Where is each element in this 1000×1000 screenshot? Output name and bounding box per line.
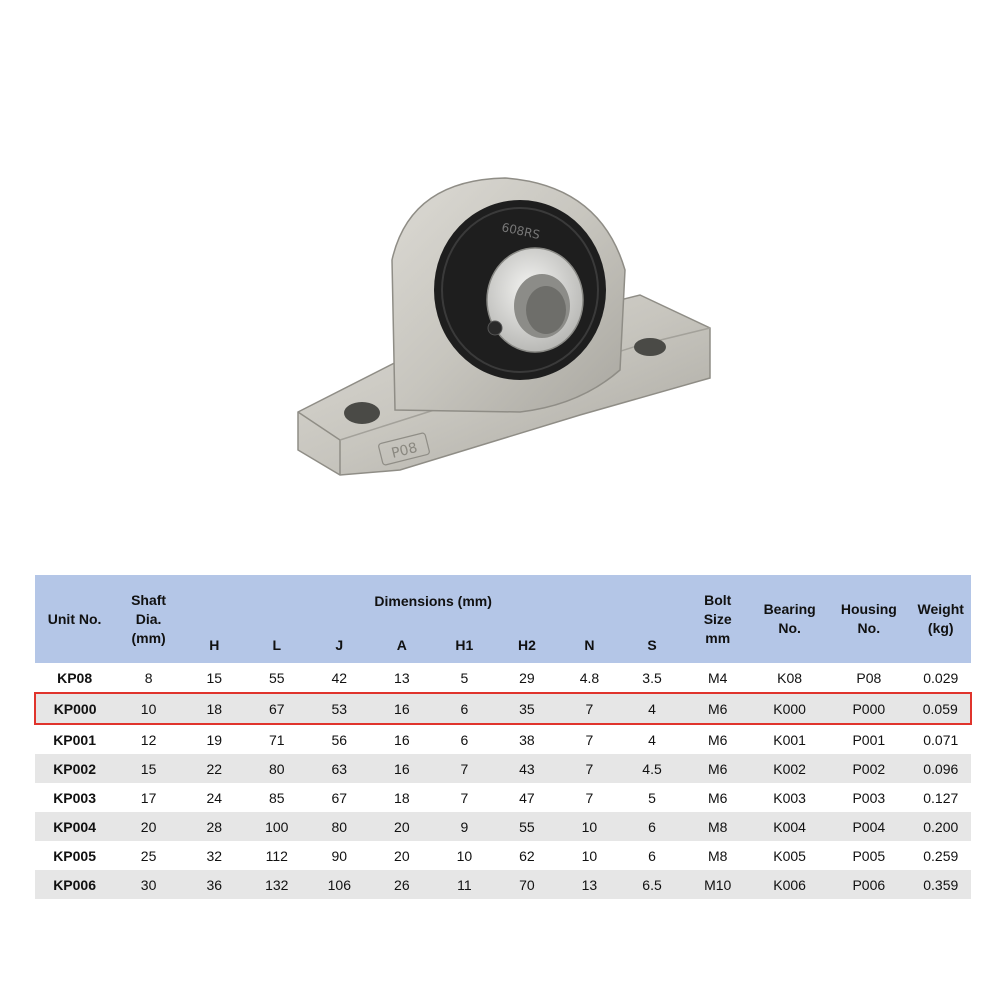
header-bolt-size: Bolt Size mm (683, 575, 752, 663)
header-weight: Weight (kg) (911, 575, 971, 663)
table-cell: 38 (519, 731, 535, 748)
table-cell: KP001 (53, 731, 96, 748)
table-cell: 80 (246, 754, 309, 783)
table-cell: P003 (852, 789, 886, 806)
table-body (35, 663, 971, 899)
table-row-highlighted (35, 693, 971, 724)
table-cell: 7 (585, 731, 594, 748)
table-cell: K003 (773, 789, 806, 806)
table-row (35, 663, 971, 693)
table-cell: K08 (777, 669, 803, 686)
table-row (35, 724, 971, 754)
table-cell: 18 (183, 693, 246, 724)
table-cell: 100 (246, 812, 309, 841)
table-cell: 30 (114, 870, 183, 899)
table-cell: 67 (331, 789, 348, 806)
table-cell: 36 (183, 870, 246, 899)
table-cell: 7 (558, 693, 621, 724)
table-cell: 0.059 (911, 693, 971, 724)
table-cell: KP000 (35, 693, 114, 724)
header-dim-a: A (371, 627, 434, 663)
table-cell: P002 (827, 754, 910, 783)
table-cell: 6 (648, 847, 656, 864)
table-cell: 9 (433, 812, 496, 841)
table-cell: K004 (752, 812, 827, 841)
table-cell: 7 (585, 789, 594, 806)
table-cell: M8 (683, 812, 752, 841)
bearing-seal-mark: 608RS (500, 220, 542, 242)
table-cell: 55 (268, 669, 285, 686)
table-cell: 26 (371, 870, 434, 899)
table-cell: 43 (496, 754, 559, 783)
header-shaft-dia: Shaft Dia. (mm) (114, 575, 183, 663)
header-dim-n: N (558, 627, 621, 663)
table-cell: 10 (581, 847, 598, 864)
table-cell: 0.259 (923, 847, 959, 864)
table-cell: 35 (496, 693, 559, 724)
header-dim-h2: H2 (496, 627, 559, 663)
table-cell: M6 (683, 693, 752, 724)
table-cell: 7 (433, 754, 496, 783)
table-cell: 8 (144, 669, 153, 686)
table-cell: 20 (394, 847, 410, 864)
table-cell: 10 (558, 812, 621, 841)
table-cell: 11 (433, 870, 496, 899)
table-cell: 6 (460, 731, 469, 748)
table-cell: 7 (558, 754, 621, 783)
table-cell: 0.127 (923, 789, 959, 806)
table-cell: P08 (856, 669, 882, 686)
table-cell: KP002 (35, 754, 114, 783)
header-unit-no: Unit No. (35, 575, 114, 663)
table-cell: M10 (683, 870, 752, 899)
table-cell: 132 (246, 870, 309, 899)
table-cell: 112 (265, 847, 288, 864)
table-cell: 10 (114, 693, 183, 724)
table-cell: 10 (456, 847, 473, 864)
table-cell: P001 (852, 731, 886, 748)
table-cell: 55 (496, 812, 559, 841)
table-cell: 67 (246, 693, 309, 724)
table-cell: 15 (206, 669, 223, 686)
table-cell: P000 (827, 693, 910, 724)
table-cell: 71 (268, 731, 285, 748)
table-cell: 13 (558, 870, 621, 899)
table-cell: 6.5 (621, 870, 684, 899)
table-row (35, 754, 971, 783)
table-cell: M6 (707, 731, 728, 748)
table-cell: 62 (519, 847, 535, 864)
table-cell: 5 (648, 789, 656, 806)
table-cell: K000 (752, 693, 827, 724)
table-cell: 24 (206, 789, 223, 806)
table-cell: 106 (308, 870, 371, 899)
table-cell: KP005 (53, 847, 96, 864)
table-cell: 63 (308, 754, 371, 783)
table-cell: 3.5 (642, 669, 662, 686)
header-dim-s: S (621, 627, 684, 663)
table-cell: 47 (519, 789, 535, 806)
table-cell: 16 (371, 754, 434, 783)
table-cell: 85 (268, 789, 285, 806)
table-header (35, 575, 971, 663)
table-cell: 6 (433, 693, 496, 724)
table-cell: M6 (707, 789, 728, 806)
table-row (35, 812, 971, 841)
table-cell: 70 (496, 870, 559, 899)
table-cell: 7 (460, 789, 469, 806)
table-cell: 16 (394, 731, 410, 748)
table-cell: 4.8 (579, 669, 600, 686)
table-cell: 15 (114, 754, 183, 783)
bearing-illustration (280, 150, 720, 500)
table-cell: 20 (114, 812, 183, 841)
table-cell: K005 (773, 847, 806, 864)
table-cell: K002 (752, 754, 827, 783)
header-bearing-no: Bearing No. (752, 575, 827, 663)
table-cell: P004 (827, 812, 910, 841)
table-cell: 12 (140, 731, 157, 748)
table-cell: 13 (394, 669, 410, 686)
table-cell: 0.071 (923, 731, 959, 748)
table-cell: 28 (183, 812, 246, 841)
table-cell: 4 (621, 693, 684, 724)
housing-cast-mark: P08 (389, 440, 420, 462)
table-row (35, 870, 971, 899)
table-cell: 90 (331, 847, 348, 864)
table-cell: 80 (308, 812, 371, 841)
table-cell: 0.096 (911, 754, 971, 783)
header-dim-j: J (308, 627, 371, 663)
pillow-block-bearing-image (280, 150, 720, 500)
table-cell: P006 (827, 870, 910, 899)
table-cell: 6 (621, 812, 684, 841)
table-cell: 18 (394, 789, 410, 806)
header-housing-no: Housing No. (827, 575, 910, 663)
table-cell: 20 (371, 812, 434, 841)
table-cell: 4 (648, 731, 656, 748)
table-cell: 56 (331, 731, 348, 748)
table-cell: P005 (852, 847, 886, 864)
table-cell: 29 (519, 669, 535, 686)
table-cell: 0.029 (923, 669, 959, 686)
table-row (35, 841, 971, 870)
table-cell: KP006 (35, 870, 114, 899)
header-dim-h1: H1 (433, 627, 496, 663)
table-cell: 32 (206, 847, 223, 864)
table-cell: 16 (371, 693, 434, 724)
table-cell: KP003 (53, 789, 96, 806)
table-cell: M4 (707, 669, 728, 686)
table-cell: 42 (331, 669, 348, 686)
kp-dimension-table (34, 575, 972, 899)
header-dim-h: H (183, 627, 246, 663)
table-cell: K006 (752, 870, 827, 899)
table-cell: K001 (773, 731, 806, 748)
table-cell: 25 (140, 847, 157, 864)
table-cell: KP004 (35, 812, 114, 841)
table-cell: KP08 (57, 669, 93, 686)
table-cell: 4.5 (621, 754, 684, 783)
table-cell: 19 (206, 731, 223, 748)
table-cell: 0.359 (911, 870, 971, 899)
table-row (35, 783, 971, 812)
header-dim-l: L (246, 627, 309, 663)
table-cell: M6 (683, 754, 752, 783)
table-cell: 17 (140, 789, 157, 806)
table-cell: 53 (308, 693, 371, 724)
table-cell: 22 (183, 754, 246, 783)
table-cell: M8 (707, 847, 728, 864)
table-cell: 5 (460, 669, 469, 686)
table-cell: 0.200 (911, 812, 971, 841)
header-dimensions: Dimensions (mm) (183, 575, 683, 627)
